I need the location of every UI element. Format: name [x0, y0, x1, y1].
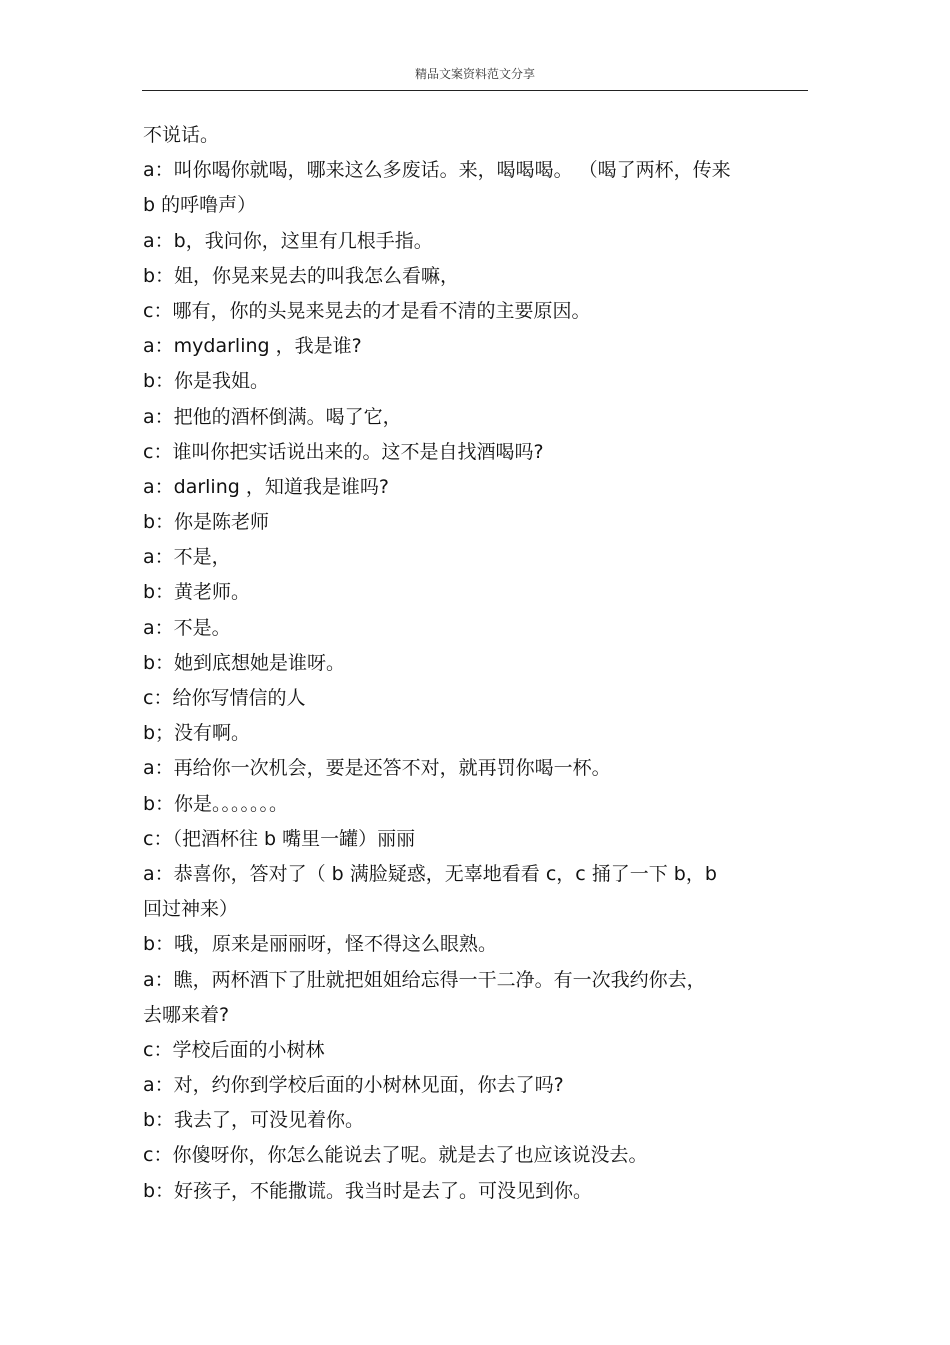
- text-line: c：你傻呀你，你怎么能说去了呢。就是去了也应该说没去。: [143, 1144, 648, 1167]
- text-line: c：哪有，你的头晃来晃去的才是看不清的主要原因。: [143, 299, 591, 322]
- text-line: c：谁叫你把实话说出来的。这不是自找酒喝吗?: [143, 440, 544, 463]
- text-line: a：瞧，两杯酒下了肚就把姐姐给忘得一干二净。有一次我约你去，: [143, 968, 706, 991]
- text-line: a：darling ，知道我是谁吗?: [143, 475, 389, 498]
- text-line: b：你是。。。。。。。: [143, 792, 289, 815]
- header-divider: [142, 90, 808, 91]
- text-line: c：给你写情信的人: [143, 687, 306, 709]
- text-line: a：恭喜你，答对了（ b 满脸疑惑，无辜地看看 c，c 捅了一下 b，b: [143, 862, 717, 885]
- text-line: a：再给你一次机会，要是还答不对，就再罚你喝一杯。: [143, 757, 611, 780]
- text-line: b：哦，原来是丽丽呀，怪不得这么眼熟。: [143, 933, 498, 956]
- text-line: b；没有啊。: [143, 722, 251, 745]
- text-line: a：mydarling ，我是谁?: [143, 335, 362, 358]
- text-line: b：好孩子，不能撒谎。我当时是去了。可没见到你。: [143, 1179, 593, 1202]
- text-line: b：我去了，可没见着你。: [143, 1109, 365, 1132]
- text-line: b：你是陈老师: [143, 511, 270, 534]
- text-line: a：叫你喝你就喝，哪来这么多废话。来，喝喝喝。 （喝了两杯，传来: [143, 159, 731, 182]
- text-line: c：（把酒杯往 b 嘴里一罐）丽丽: [143, 827, 416, 850]
- dialogue-body: [143, 118, 808, 1209]
- text-line: b：姐，你晃来晃去的叫我怎么看嘛，: [143, 264, 460, 287]
- text-line: b：你是我姐。: [143, 370, 270, 393]
- text-line: a：不是。: [143, 616, 231, 639]
- text-line: b：黄老师。: [143, 581, 251, 604]
- text-line: 不说话。: [143, 124, 220, 146]
- text-line: a：不是，: [143, 546, 231, 569]
- text-line: c：学校后面的小树林: [143, 1038, 325, 1061]
- page-header: 精品文案资料范文分享: [414, 67, 535, 81]
- text-line: a：对，约你到学校后面的小树林见面，你去了吗?: [143, 1074, 564, 1097]
- text-line: 去哪来着?: [143, 1003, 230, 1026]
- text-line: 回过神来）: [143, 898, 239, 921]
- text-line: a：把他的酒杯倒满。喝了它，: [143, 405, 402, 428]
- text-line: b 的呼噜声）: [143, 194, 257, 217]
- text-line: a：b，我问你，这里有几根手指。: [143, 229, 433, 252]
- text-line: b：她到底想她是谁呀。: [143, 651, 346, 674]
